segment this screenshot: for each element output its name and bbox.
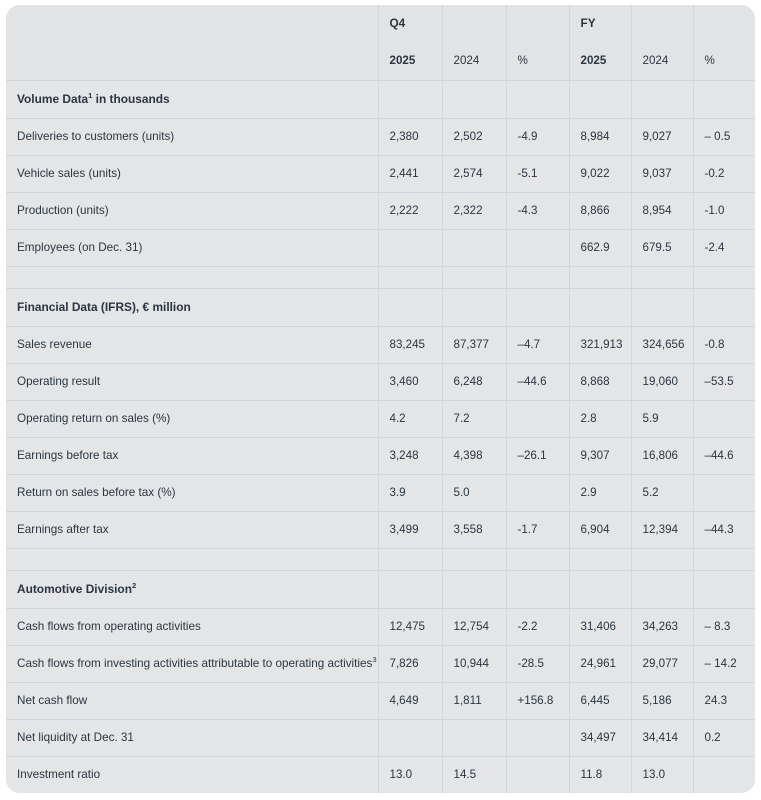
cell-fy-2025: 11.8 — [569, 756, 631, 793]
cell-fy-2024: 9,037 — [631, 155, 693, 192]
cell-fy-pct: –44.6 — [693, 437, 755, 474]
header-group-row — [6, 5, 755, 42]
kpi-table-card — [6, 5, 755, 793]
row-label: Production (units) — [6, 192, 378, 229]
cell-fy-2024: 5.2 — [631, 474, 693, 511]
cell-q4-2024 — [442, 719, 506, 756]
cell-fy-2025: 31,406 — [569, 608, 631, 645]
section-spacer-row — [6, 266, 755, 288]
cell-fy-pct: – 14.2 — [693, 645, 755, 682]
row-label: Earnings before tax — [6, 437, 378, 474]
cell-q4-2025: 4,649 — [378, 682, 442, 719]
cell-q4-2025: 12,475 — [378, 608, 442, 645]
cell-q4-pct — [506, 400, 569, 437]
cell-q4-2025: 2,441 — [378, 155, 442, 192]
cell-fy-2025: 8,866 — [569, 192, 631, 229]
section-spacer-cell-5 — [693, 548, 755, 570]
cell-fy-pct: -1.0 — [693, 192, 755, 229]
section-automotive-cell-5 — [693, 570, 755, 608]
cell-fy-2024: 5,186 — [631, 682, 693, 719]
cell-q4-2025: 3,460 — [378, 363, 442, 400]
footnote-marker-3: 3 — [372, 654, 377, 664]
cell-q4-pct: -28.5 — [506, 645, 569, 682]
cell-fy-2024: 5.9 — [631, 400, 693, 437]
cell-q4-pct: –4.7 — [506, 326, 569, 363]
cell-q4-pct — [506, 719, 569, 756]
cell-fy-2024: 13.0 — [631, 756, 693, 793]
section-header-row-volume — [6, 80, 755, 118]
cell-fy-2025: 8,984 — [569, 118, 631, 155]
cell-q4-pct: -4.9 — [506, 118, 569, 155]
section-volume-cell-5 — [693, 80, 755, 118]
cell-fy-2025: 2.9 — [569, 474, 631, 511]
header-q4-2024: 2024 — [442, 42, 506, 80]
cell-fy-2025: 321,913 — [569, 326, 631, 363]
table-row — [6, 437, 755, 474]
cell-q4-2024: 1,811 — [442, 682, 506, 719]
cell-q4-2025: 2,380 — [378, 118, 442, 155]
cell-q4-2025: 2,222 — [378, 192, 442, 229]
cell-fy-pct: 24.3 — [693, 682, 755, 719]
table-row — [6, 155, 755, 192]
cell-fy-2025: 6,445 — [569, 682, 631, 719]
table-row — [6, 756, 755, 793]
cell-q4-2024: 87,377 — [442, 326, 506, 363]
cell-fy-2025: 8,868 — [569, 363, 631, 400]
header-group-fy: FY — [569, 5, 631, 42]
header-year-corner-cell — [6, 42, 378, 80]
section-volume-cell-4 — [631, 80, 693, 118]
cell-q4-2024: 2,574 — [442, 155, 506, 192]
cell-q4-pct: +156.8 — [506, 682, 569, 719]
section-spacer-label-cell — [6, 266, 378, 288]
header-fy-2024: 2024 — [631, 42, 693, 80]
cell-fy-pct — [693, 756, 755, 793]
section-volume-cell-1 — [442, 80, 506, 118]
key-figures-table — [6, 5, 755, 793]
table-row — [6, 608, 755, 645]
cell-q4-2025: 3,499 — [378, 511, 442, 548]
section-financial-cell-5 — [693, 288, 755, 326]
section-automotive-cell-0 — [378, 570, 442, 608]
section-volume-cell-3 — [569, 80, 631, 118]
cell-q4-pct: -5.1 — [506, 155, 569, 192]
cell-fy-2024: 34,414 — [631, 719, 693, 756]
section-spacer-cell-4 — [631, 548, 693, 570]
section-financial-cell-4 — [631, 288, 693, 326]
cell-fy-2024: 16,806 — [631, 437, 693, 474]
cell-q4-2025: 3,248 — [378, 437, 442, 474]
cell-q4-2025: 83,245 — [378, 326, 442, 363]
section-spacer-cell-1 — [442, 266, 506, 288]
section-spacer-label-cell — [6, 548, 378, 570]
section-spacer-cell-4 — [631, 266, 693, 288]
section-financial-cell-2 — [506, 288, 569, 326]
row-label: Investment ratio — [6, 756, 378, 793]
section-spacer-cell-3 — [569, 548, 631, 570]
cell-fy-2024: 9,027 — [631, 118, 693, 155]
row-label: Cash flows from operating activities — [6, 608, 378, 645]
cell-q4-2024: 12,754 — [442, 608, 506, 645]
section-volume-cell-0 — [378, 80, 442, 118]
cell-q4-2024: 3,558 — [442, 511, 506, 548]
cell-q4-2024: 10,944 — [442, 645, 506, 682]
header-q4-pct: % — [506, 42, 569, 80]
table-row — [6, 118, 755, 155]
section-volume-cell-2 — [506, 80, 569, 118]
cell-fy-2024: 324,656 — [631, 326, 693, 363]
cell-fy-pct: 0.2 — [693, 719, 755, 756]
cell-fy-pct — [693, 400, 755, 437]
cell-q4-pct: –26.1 — [506, 437, 569, 474]
section-automotive-cell-1 — [442, 570, 506, 608]
footnote-marker-2: 2 — [131, 581, 137, 590]
cell-fy-2024: 679.5 — [631, 229, 693, 266]
cell-q4-pct — [506, 756, 569, 793]
table-row — [6, 511, 755, 548]
cell-fy-pct: –44.3 — [693, 511, 755, 548]
cell-q4-2025: 4.2 — [378, 400, 442, 437]
row-label: Earnings after tax — [6, 511, 378, 548]
section-spacer-cell-2 — [506, 548, 569, 570]
header-group-q4-spacer-2024 — [442, 5, 506, 42]
row-label: Net liquidity at Dec. 31 — [6, 719, 378, 756]
cell-fy-2025: 24,961 — [569, 645, 631, 682]
cell-fy-2024: 29,077 — [631, 645, 693, 682]
row-label: Operating return on sales (%) — [6, 400, 378, 437]
cell-q4-2024: 6,248 — [442, 363, 506, 400]
row-label: Deliveries to customers (units) — [6, 118, 378, 155]
header-fy-2025: 2025 — [569, 42, 631, 80]
cell-fy-2024: 34,263 — [631, 608, 693, 645]
table-row — [6, 192, 755, 229]
header-q4-2025: 2025 — [378, 42, 442, 80]
cell-fy-2024: 12,394 — [631, 511, 693, 548]
cell-fy-pct: -0.8 — [693, 326, 755, 363]
cell-q4-2024: 7.2 — [442, 400, 506, 437]
cell-fy-2024: 19,060 — [631, 363, 693, 400]
cell-fy-2025: 9,022 — [569, 155, 631, 192]
section-spacer-cell-5 — [693, 266, 755, 288]
cell-q4-2024 — [442, 229, 506, 266]
cell-fy-2024: 8,954 — [631, 192, 693, 229]
section-title-volume: Volume Data$^1$ in thousands — [6, 80, 378, 118]
section-financial-cell-0 — [378, 288, 442, 326]
header-fy-pct: % — [693, 42, 755, 80]
table-row — [6, 719, 755, 756]
section-title-automotive: Automotive Division$^2$ — [6, 570, 378, 608]
cell-q4-2025: 7,826 — [378, 645, 442, 682]
row-label: Vehicle sales (units) — [6, 155, 378, 192]
cell-q4-pct — [506, 474, 569, 511]
footnote-marker-1: 1 — [88, 91, 93, 100]
section-automotive-cell-4 — [631, 570, 693, 608]
table-row — [6, 682, 755, 719]
section-title-financial: Financial Data (IFRS), € million — [6, 288, 378, 326]
row-label: Net cash flow — [6, 682, 378, 719]
header-year-row — [6, 42, 755, 80]
cell-fy-2025: 9,307 — [569, 437, 631, 474]
table-row — [6, 400, 755, 437]
table-row — [6, 363, 755, 400]
row-label: Operating result — [6, 363, 378, 400]
cell-q4-2025: 13.0 — [378, 756, 442, 793]
cell-fy-pct: –53.5 — [693, 363, 755, 400]
cell-fy-2025: 662.9 — [569, 229, 631, 266]
cell-q4-pct — [506, 229, 569, 266]
header-corner-cell — [6, 5, 378, 42]
section-financial-cell-3 — [569, 288, 631, 326]
section-automotive-cell-3 — [569, 570, 631, 608]
cell-q4-2024: 14.5 — [442, 756, 506, 793]
cell-fy-2025: 2.8 — [569, 400, 631, 437]
section-spacer-cell-0 — [378, 548, 442, 570]
section-header-row-financial — [6, 288, 755, 326]
table-row — [6, 229, 755, 266]
section-header-row-automotive — [6, 570, 755, 608]
section-automotive-cell-2 — [506, 570, 569, 608]
cell-q4-pct: -1.7 — [506, 511, 569, 548]
cell-q4-pct: -2.2 — [506, 608, 569, 645]
row-label: Employees (on Dec. 31) — [6, 229, 378, 266]
header-group-fy-spacer-pct — [693, 5, 755, 42]
section-financial-cell-1 — [442, 288, 506, 326]
cell-q4-2024: 2,322 — [442, 192, 506, 229]
cell-q4-2024: 5.0 — [442, 474, 506, 511]
header-group-q4-spacer-pct — [506, 5, 569, 42]
row-label: Cash flows from investing activities attributable to operating activities$^3$ — [6, 645, 378, 682]
cell-fy-2025: 6,904 — [569, 511, 631, 548]
section-spacer-cell-1 — [442, 548, 506, 570]
cell-q4-2025: 3.9 — [378, 474, 442, 511]
cell-q4-2025 — [378, 229, 442, 266]
cell-q4-2024: 4,398 — [442, 437, 506, 474]
row-label: Return on sales before tax (%) — [6, 474, 378, 511]
cell-fy-pct: -2.4 — [693, 229, 755, 266]
table-row — [6, 474, 755, 511]
cell-q4-2025 — [378, 719, 442, 756]
cell-fy-pct: -0.2 — [693, 155, 755, 192]
header-group-fy-spacer-2024 — [631, 5, 693, 42]
cell-fy-pct: – 0.5 — [693, 118, 755, 155]
section-spacer-cell-2 — [506, 266, 569, 288]
section-spacer-cell-0 — [378, 266, 442, 288]
section-spacer-row — [6, 548, 755, 570]
cell-q4-pct: -4.3 — [506, 192, 569, 229]
table-row — [6, 645, 755, 682]
cell-fy-pct: – 8.3 — [693, 608, 755, 645]
header-group-q4: Q4 — [378, 5, 442, 42]
cell-fy-2025: 34,497 — [569, 719, 631, 756]
table-row — [6, 326, 755, 363]
row-label: Sales revenue — [6, 326, 378, 363]
cell-fy-pct — [693, 474, 755, 511]
section-spacer-cell-3 — [569, 266, 631, 288]
cell-q4-pct: –44.6 — [506, 363, 569, 400]
cell-q4-2024: 2,502 — [442, 118, 506, 155]
